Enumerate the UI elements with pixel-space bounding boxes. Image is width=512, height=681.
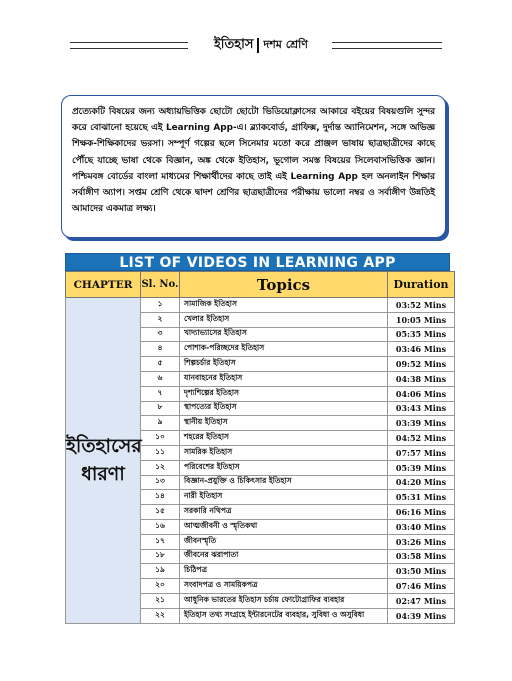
- header-topics: Topics: [180, 272, 388, 298]
- subject-name: ইতিহাস: [214, 36, 254, 52]
- row-duration: 04:52 Mins: [388, 431, 455, 446]
- row-number: ১৭: [141, 534, 180, 549]
- row-number: ৯: [141, 416, 180, 431]
- row-duration: 04:38 Mins: [388, 371, 455, 386]
- row-duration: 06:16 Mins: [388, 505, 455, 520]
- video-table: [65, 271, 455, 624]
- row-number: ১৪: [141, 490, 180, 505]
- row-number: ২০: [141, 579, 180, 594]
- row-duration: 04:20 Mins: [388, 475, 455, 490]
- row-number: ২২: [141, 608, 180, 623]
- row-topic: পরিবেশের ইতিহাস: [180, 460, 388, 475]
- row-duration: 03:26 Mins: [388, 534, 455, 549]
- header-chapter: CHAPTER: [66, 272, 141, 298]
- row-duration: 03:46 Mins: [388, 342, 455, 357]
- chapter-name: ইতিহাসের ধারণা: [66, 298, 141, 624]
- row-number: ১২: [141, 460, 180, 475]
- row-topic: পোশাক-পরিচ্ছদের ইতিহাস: [180, 342, 388, 357]
- row-number: ৬: [141, 371, 180, 386]
- row-duration: 03:43 Mins: [388, 401, 455, 416]
- row-number: ১০: [141, 431, 180, 446]
- row-duration: 07:57 Mins: [388, 445, 455, 460]
- row-number: ৫: [141, 357, 180, 372]
- row-topic: সংবাদপত্র ও সাময়িকপত্র: [180, 579, 388, 594]
- row-topic: স্থাপত্যের ইতিহাস: [180, 401, 388, 416]
- row-duration: 07:46 Mins: [388, 579, 455, 594]
- header-rule-right: [332, 42, 442, 49]
- row-duration: 05:31 Mins: [388, 490, 455, 505]
- row-topic: খাদ্যাভ্যাসের ইতিহাস: [180, 327, 388, 342]
- row-duration: 02:47 Mins: [388, 593, 455, 608]
- row-number: ১৩: [141, 475, 180, 490]
- row-topic: নারী ইতিহাস: [180, 490, 388, 505]
- header-title: [192, 34, 330, 56]
- row-duration: 03:50 Mins: [388, 564, 455, 579]
- row-duration: 03:40 Mins: [388, 519, 455, 534]
- row-topic: আত্মজীবনী ও স্মৃতিকথা: [180, 519, 388, 534]
- row-number: ৪: [141, 342, 180, 357]
- row-duration: 04:39 Mins: [388, 608, 455, 623]
- row-duration: 10:05 Mins: [388, 312, 455, 327]
- page-header: [70, 34, 442, 56]
- row-duration: 05:39 Mins: [388, 460, 455, 475]
- row-topic: ইতিহাস তথ্য সংগ্রহে ইন্টারনেটের ব্যবহার, সুবিধা ও অসুবিধা: [180, 608, 388, 623]
- header-rule-left: [70, 42, 188, 49]
- row-duration: 09:52 Mins: [388, 357, 455, 372]
- row-number: ১৫: [141, 505, 180, 520]
- row-topic: সামাজিক ইতিহাস: [180, 298, 388, 313]
- row-topic: জীবনস্মৃতি: [180, 534, 388, 549]
- header-sl-no: Sl. No.: [141, 272, 180, 298]
- intro-box: [61, 95, 446, 238]
- row-topic: দৃশ্যশিল্পের ইতিহাস: [180, 386, 388, 401]
- row-number: ২: [141, 312, 180, 327]
- row-number: ১: [141, 298, 180, 313]
- header-separator: [257, 38, 259, 53]
- row-number: ২১: [141, 593, 180, 608]
- row-topic: যানবাহনের ইতিহাস: [180, 371, 388, 386]
- row-topic: শিল্পচর্চার ইতিহাস: [180, 357, 388, 372]
- row-topic: আধুনিক ভারতের ইতিহাস চর্চায় ফোটোগ্রাফির ব্যবহার: [180, 593, 388, 608]
- row-topic: স্থানীয় ইতিহাস: [180, 416, 388, 431]
- row-duration: 03:39 Mins: [388, 416, 455, 431]
- table-banner: LIST OF VIDEOS IN LEARNING APP: [65, 253, 450, 271]
- row-topic: শহরের ইতিহাস: [180, 431, 388, 446]
- row-topic: খেলার ইতিহাস: [180, 312, 388, 327]
- header-duration: Duration: [388, 272, 455, 298]
- row-topic: জীবনের ঝরাপাতা: [180, 549, 388, 564]
- row-number: ১৯: [141, 564, 180, 579]
- row-duration: 03:58 Mins: [388, 549, 455, 564]
- table-row: [66, 298, 455, 313]
- row-number: ৩: [141, 327, 180, 342]
- row-topic: সরকারি নথিপত্র: [180, 505, 388, 520]
- row-duration: 03:52 Mins: [388, 298, 455, 313]
- row-duration: 04:06 Mins: [388, 386, 455, 401]
- row-number: ১১: [141, 445, 180, 460]
- table-header-row: [66, 272, 455, 298]
- row-number: ৮: [141, 401, 180, 416]
- row-number: ১৬: [141, 519, 180, 534]
- row-number: ৭: [141, 386, 180, 401]
- row-duration: 05:35 Mins: [388, 327, 455, 342]
- row-topic: সামরিক ইতিহাস: [180, 445, 388, 460]
- row-topic: বিজ্ঞান-প্রযুক্তি ও চিকিৎসার ইতিহাস: [180, 475, 388, 490]
- class-label: দশম শ্রেণি: [263, 37, 308, 51]
- intro-text: প্রত্যেকটি বিষয়ের জন্য অধ্যায়ভিত্তিক ছোটো ছোটো ভিডিয়োক্লাসের আকারে বইয়ের বিষয়গুলি সুন্দর করে বোঝানো হয়েছে এই Learning App-এ। ব্ল্যাকবোর্ড, গ্রাফিক্স, দুর্দান্ত অ্যানিমেশন, সঙ্গে অভিজ্ঞ শিক্ষক-শিক্ষিকাদের ভরসা। সম্পূর্ণ গল্পের ছলে সিনেমার মতো করে প্রাঞ্জল ভাষায় ছাত্রছাত্রীদের কাছে পৌঁছে যাচ্ছে ভাষা থেকে বিজ্ঞান, অঙ্ক থেকে ইতিহাস, ভূগোল সমস্ত বিষয়ের সিলেবাসভিত্তিক জ্ঞান। পশ্চিমবঙ্গ বোর্ডের বাংলা মাধ্যমের শিক্ষার্থীদের কাছে তাই এই Learning App হল অনলাইন শিক্ষার সর্বাঙ্গীণ অ্যাপ। সপ্তম শ্রেণি থেকে দ্বাদশ শ্রেণির ছাত্রছাত্রীদের পরীক্ষায় ভালো নম্বর ও সর্বাঙ্গীণ উন্নতিই আমাদের একমাত্র লক্ষ্য।: [72, 107, 435, 215]
- row-number: ১৮: [141, 549, 180, 564]
- row-topic: চিঠিপত্র: [180, 564, 388, 579]
- video-list: [65, 253, 450, 623]
